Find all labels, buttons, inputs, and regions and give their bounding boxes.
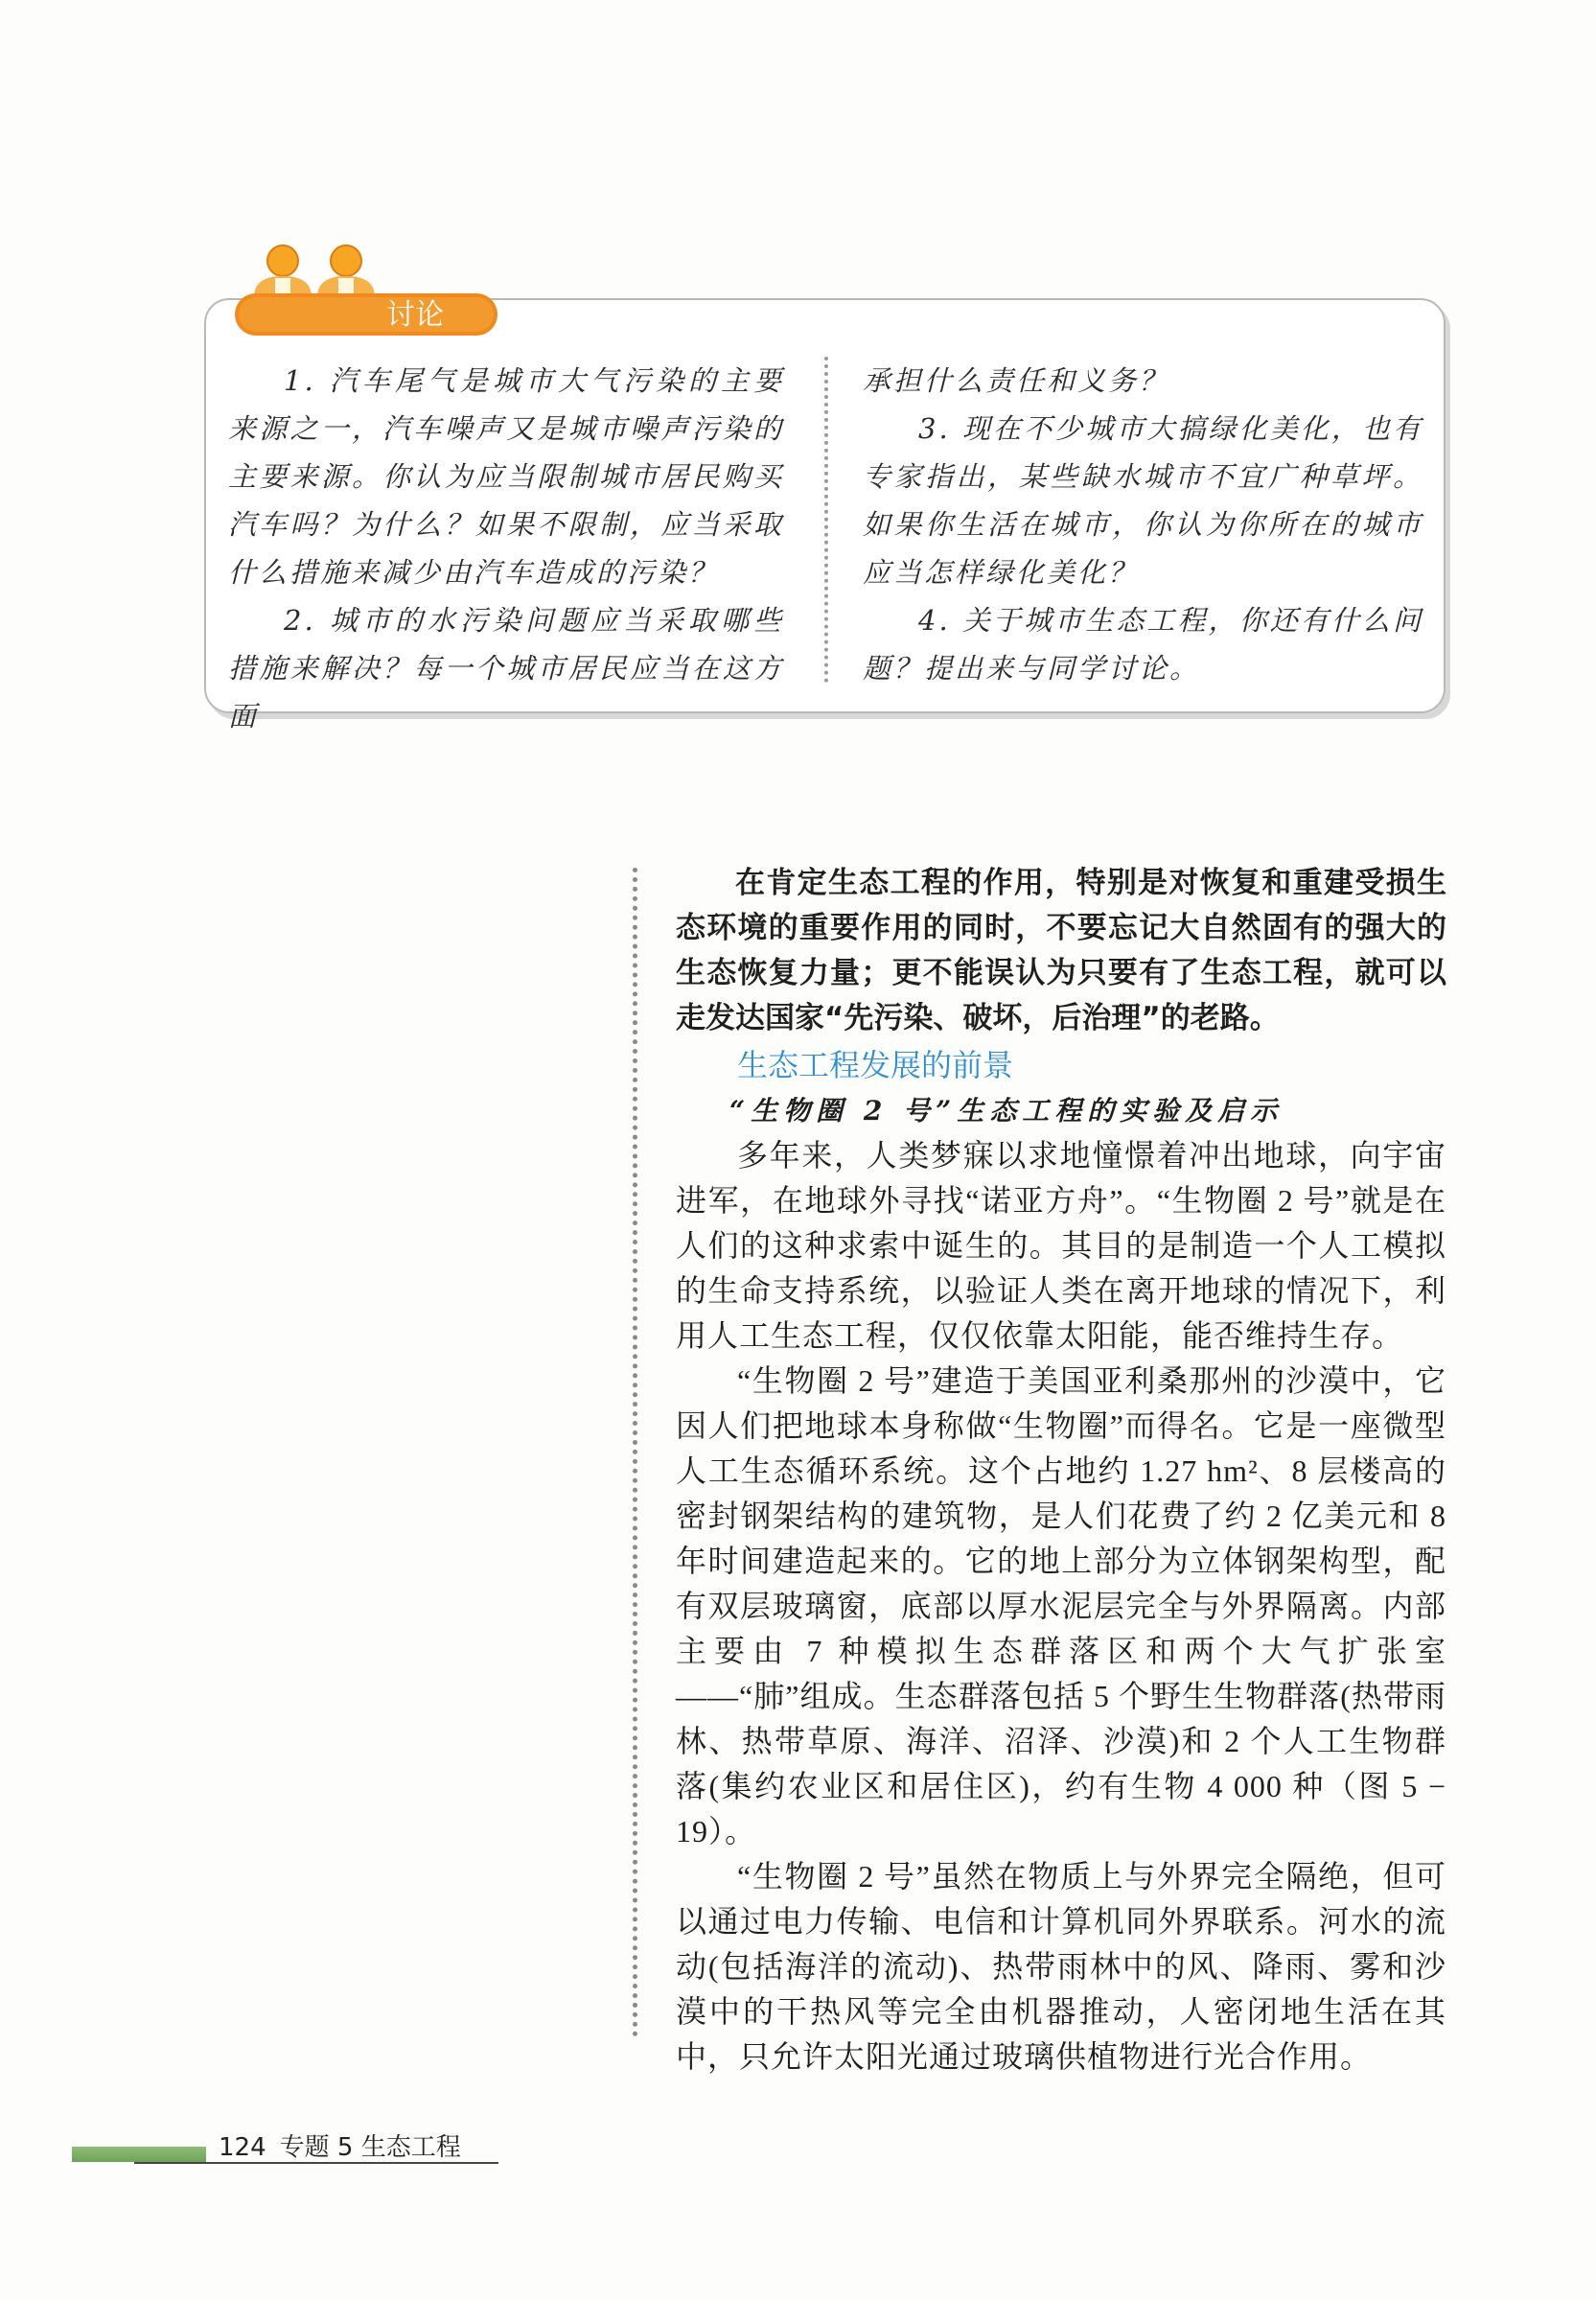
footer-green-bar	[72, 2147, 206, 2162]
chapter-title: 专题 5 生态工程	[279, 2133, 461, 2162]
discussion-left-column	[228, 357, 784, 740]
body-paragraph-2: “生物圈 2 号”建造于美国亚利桑那州的沙漠中，它因人们把地球本身称做“生物圈”而得名。它是一座微型人工生态循环系统。这个占地约 1.27 hm²、8 层楼高的密封钢架结构的建筑物，是人们花费了约 2 亿美元和 8 年时间建造起来的。它的地上部分为立体钢架构型，配有双层玻璃窗，底部以厚水泥层完全与外界隔离。内部主要由 7 种模拟生态群落区和两个大气扩张室——“肺”组成。生态群落包括 5 个野生生物群落(热带雨林、热带草原、海洋、沼泽、沙漠)和 2 个人工生物群落(集约农业区和居住区)，约有生物 4 000 种（图 5 − 19）。	[676, 1363, 1446, 1848]
discussion-question-2: 2. 城市的水污染问题应当采取哪些措施来解决？每一个城市居民应当在这方面	[228, 604, 784, 732]
discussion-right-column	[863, 357, 1423, 692]
main-text-column	[676, 861, 1446, 2080]
page-footer	[219, 2127, 474, 2163]
intro-bold-paragraph: 在肯定生态工程的作用，特别是对恢复和重建受损生态环境的重要作用的同时，不要忘记大自然固有的强大的生态恢复力量；更不能误认为只要有了生态工程，就可以走发达国家“先污染、破坏，后治理”的老路。	[676, 866, 1446, 1035]
margin-dotted-line	[633, 868, 637, 2037]
section-heading: 生态工程发展的前景	[737, 1047, 1014, 1083]
discussion-question-3: 3. 现在不少城市大搞绿化美化，也有专家指出，某些缺水城市不宜广种草坪。如果你生活在城市，你认为你所在的城市应当怎样绿化美化？	[863, 412, 1423, 589]
page-number: 124	[219, 2133, 266, 2162]
body-paragraph-1: 多年来，人类梦寐以求地憧憬着冲出地球，向宇宙进军，在地球外寻找“诺亚方舟”。“生物圈 2 号”就是在人们的这种求索中诞生的。其目的是制造一个人工模拟的生命支持系统，以验证人类在离开地球的情况下，利用人工生态工程，仅仅依靠太阳能，能否维持生存。	[676, 1138, 1446, 1353]
sub-heading: “生物圈 2 号”生态工程的实验及启示	[729, 1095, 1284, 1127]
badge-label: 讨论	[386, 298, 444, 332]
discussion-question-4: 4. 关于城市生态工程，你还有什么问题？提出来与同学讨论。	[863, 604, 1423, 685]
discussion-badge	[233, 240, 499, 339]
discussion-divider	[824, 357, 828, 683]
discussion-question-1: 1. 汽车尾气是城市大气污染的主要来源之一，汽车噪声又是城市噪声污染的主要来源。你认为应当限制城市居民购买汽车吗？为什么？如果不限制，应当采取什么措施来减少由汽车造成的污染？	[228, 364, 784, 589]
discussion-question-2-continued: 承担什么责任和义务？	[863, 364, 1170, 397]
body-paragraph-3: “生物圈 2 号”虽然在物质上与外界完全隔绝，但可以通过电力传输、电信和计算机同外界联系。河水的流动(包括海洋的流动)、热带雨林中的风、降雨、雾和沙漠中的干热风等完全由机器推动，人密闭地生活在其中，只允许太阳光通过玻璃供植物进行光合作用。	[676, 1859, 1446, 2074]
